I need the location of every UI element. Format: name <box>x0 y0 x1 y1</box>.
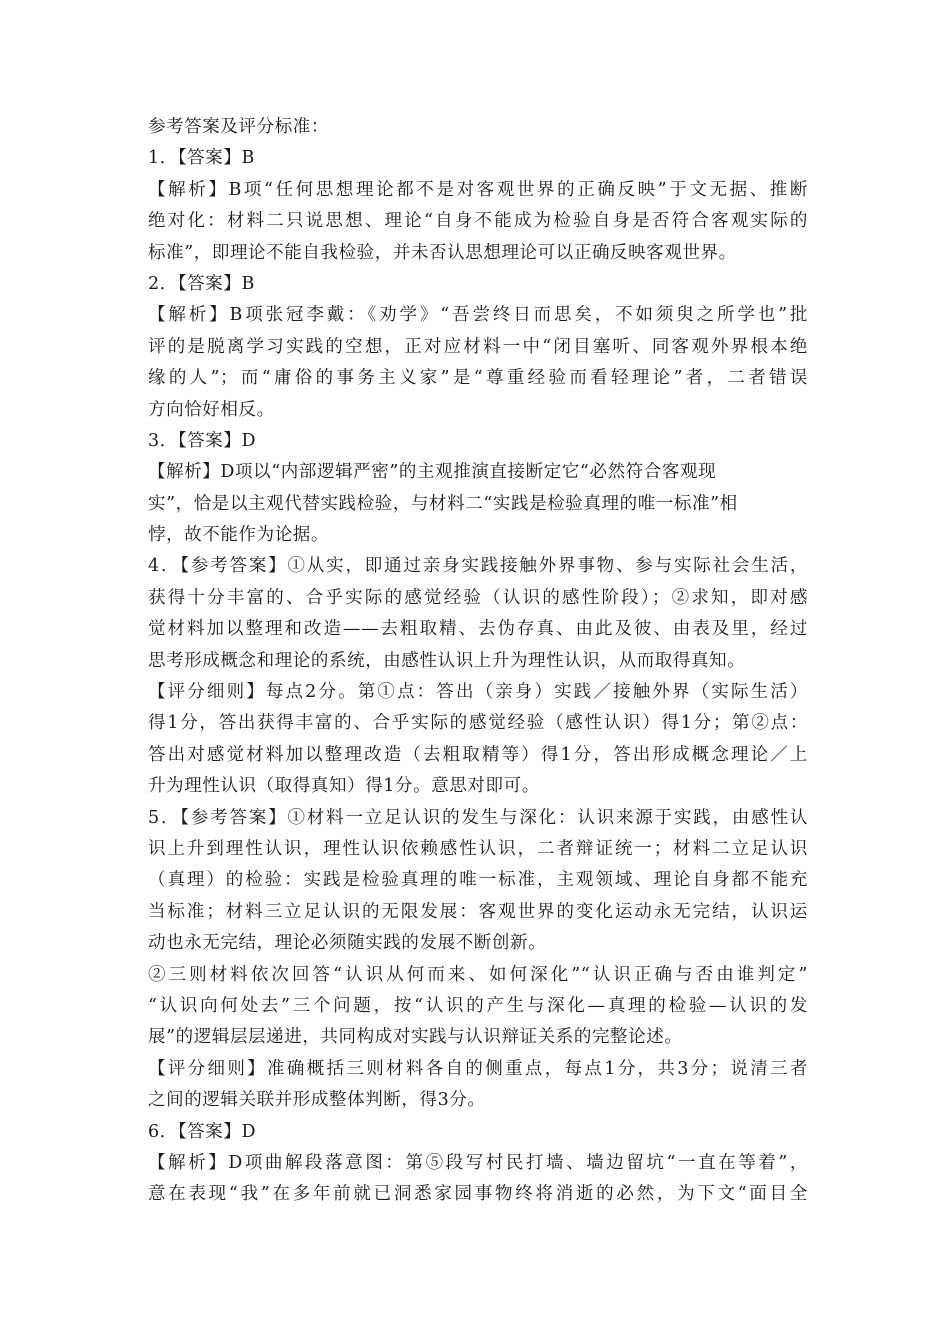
scoring-5-line-2: 之间的逻辑关联并形成整体判断，得3分。 <box>148 1090 486 1111</box>
answer-key-document <box>148 112 808 1211</box>
answer-5-line-6: ②三则材料依次回答“认识从何而来、如何深化”“认识正确与否由谁判定” <box>148 964 808 985</box>
answer-5-line-7: “认识向何处去”三个问题，按“认识的产生与深化—真理的检验—认识的发 <box>148 995 808 1016</box>
answer-5-line-5: 动也永无完结，理论必须随实践的发展不断创新。 <box>148 933 547 954</box>
explanation-2-line-2: 评的是脱离学习实践的空想，正对应材料一中“闭目塞听、同客观外界根本绝 <box>148 336 808 357</box>
answer-3: 3．【答案】D <box>148 430 257 451</box>
explanation-1-line-1: 【解析】B项“任何思想理论都不是对客观世界的正确反映”于文无据、推断 <box>148 179 808 200</box>
explanation-3-line-1: 【解析】D项以“内部逻辑严密”的主观推演直接断定它“必然符合客观现 <box>148 462 717 483</box>
answer-5-line-4: 当标准；材料三立足认识的无限发展：客观世界的变化运动永无完结，认识运 <box>148 901 808 922</box>
answer-2: 2．【答案】B <box>148 273 255 294</box>
answer-5-line-3: （真理）的检验：实践是检验真理的唯一标准，主观领域、理论自身都不能充 <box>148 870 808 891</box>
answer-4-line-1: 4．【参考答案】①从实，即通过亲身实践接触外界事物、参与实际社会生活， <box>148 556 808 577</box>
section-title: 参考答案及评分标准： <box>148 117 329 137</box>
scoring-4-line-2: 得1分，答出获得丰富的、合乎实际的感觉经验（感性认识）得1分；第②点： <box>148 713 808 734</box>
answer-4-line-3: 觉材料加以整理和改造——去粗取精、去伪存真、由此及彼、由表及里，经过 <box>148 619 808 640</box>
explanation-1-line-2: 绝对化：材料二只说思想、理论“自身不能成为检验自身是否符合客观实际的 <box>148 211 808 232</box>
answer-4-line-4: 思考形成概念和理论的系统，由感性认识上升为理性认识，从而取得真知。 <box>148 650 746 671</box>
answer-1: 1．【答案】B <box>148 148 255 169</box>
scoring-4-line-3: 答出对感觉材料加以整理改造（去粗取精等）得1分，答出形成概念理论／上 <box>148 744 808 765</box>
explanation-3-line-2: 实”，恰是以主观代替实践检验，与材料二“实践是检验真理的唯一标准”相 <box>148 493 738 514</box>
answer-5-line-8: 展”的逻辑层层递进，共同构成对实践与认识辩证关系的完整论述。 <box>148 1027 683 1048</box>
scoring-5-line-1: 【评分细则】准确概括三则材料各自的侧重点，每点1分，共3分；说清三者 <box>148 1058 808 1079</box>
answer-5-line-1: 5．【参考答案】①材料一立足认识的发生与深化：认识来源于实践，由感性认 <box>148 807 808 828</box>
explanation-1-line-3: 标准”，即理论不能自我检验，并未否认思想理论可以正确反映客观世界。 <box>148 242 737 263</box>
explanation-2-line-1: 【解析】B项张冠李戴：《劝学》“吾尝终日而思矣，不如须臾之所学也”批 <box>148 305 808 326</box>
explanation-3-line-3: 悖，故不能作为论据。 <box>148 525 329 546</box>
explanation-2-line-4: 方向恰好相反。 <box>148 399 275 420</box>
answer-6: 6．【答案】D <box>148 1121 257 1142</box>
explanation-6-line-2: 意在表现“我”在多年前就已洞悉家园事物终将消逝的必然，为下文“面目全 <box>148 1184 808 1205</box>
explanation-6-line-1: 【解析】D项曲解段落意图：第⑤段写村民打墙、墙边留坑“一直在等着”， <box>148 1152 808 1173</box>
answer-5-line-2: 识上升到理性认识，理性认识依赖感性认识，二者辩证统一；材料二立足认识 <box>148 838 808 859</box>
explanation-2-line-3: 缘的人”；而“庸俗的事务主义家”是“尊重经验而看轻理论”者，二者错误 <box>148 368 808 389</box>
scoring-4-line-1: 【评分细则】每点2分。第①点：答出（亲身）实践／接触外界（实际生活） <box>148 682 808 703</box>
answer-4-line-2: 获得十分丰富的、合乎实际的感觉经验（认识的感性阶段）；②求知，即对感 <box>148 587 808 608</box>
scoring-4-line-4: 升为理性认识（取得真知）得1分。意思对即可。 <box>148 776 540 797</box>
